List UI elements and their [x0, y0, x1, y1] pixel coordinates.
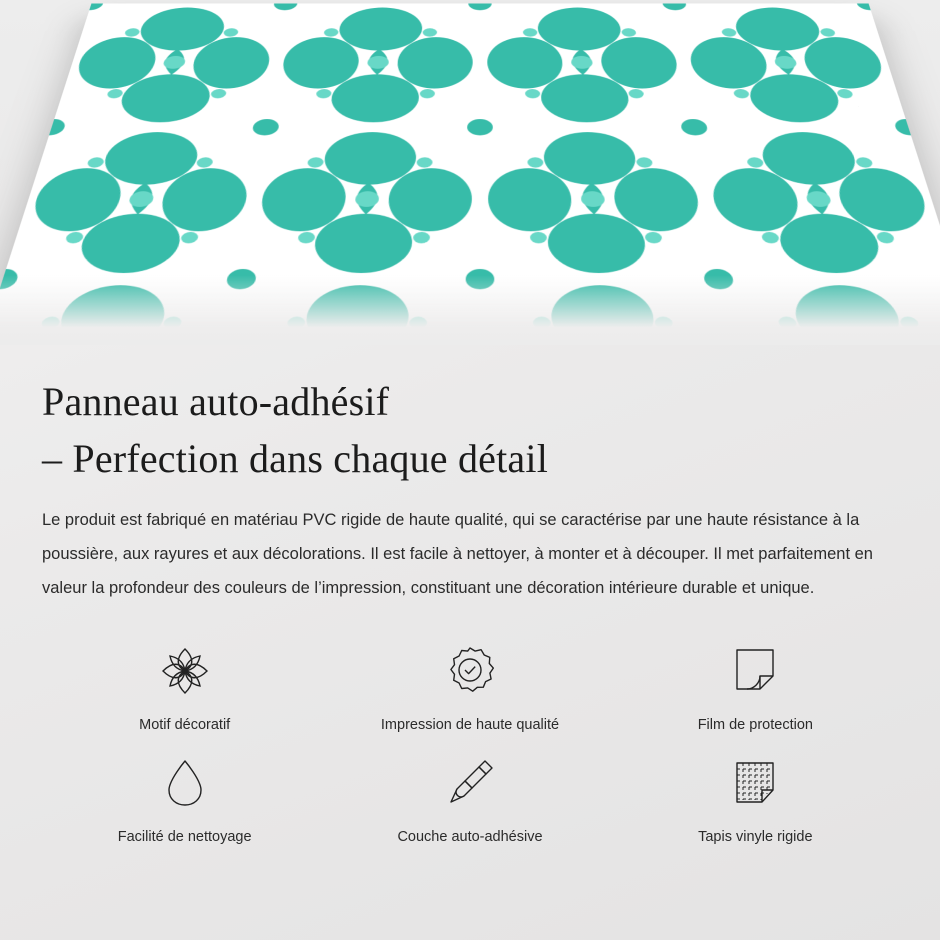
protective-film-icon	[724, 640, 786, 702]
feature-label: Couche auto-adhésive	[397, 829, 543, 845]
feature-label: Motif décoratif	[139, 717, 231, 733]
description-paragraph: Le produit est fabriqué en matériau PVC rigide de haute qualité, qui se caractérise par une haute résistance à la poussière, aux rayures et aux décolorations. Il est facile à nettoyer, à monter et à découper. Il met parfaitement en valeur la profondeur des couleurs de l’impression, constituant une décoration intérieure durable et unique.	[42, 511, 873, 597]
quality-badge-icon	[439, 640, 501, 702]
feature-item-print-quality	[327, 640, 612, 734]
feature-grid	[42, 640, 898, 846]
adhesive-layer-icon	[439, 752, 501, 814]
feature-item-rigid-vinyl-mat	[613, 752, 898, 846]
feature-item-adhesive-layer	[327, 752, 612, 846]
page-title-line-1: Panneau auto-adhésif	[42, 379, 390, 424]
feature-label: Impression de haute qualité	[380, 717, 560, 733]
feature-label: Tapis vinyle rigide	[698, 829, 813, 845]
feature-label: Film de protection	[697, 717, 813, 733]
page-title-line-2: – Perfection dans chaque détail	[42, 436, 549, 481]
decorative-pattern-icon	[154, 640, 216, 702]
feature-label: Facilité de nettoyage	[117, 829, 252, 845]
page-title	[42, 373, 898, 487]
feature-item-easy-cleaning	[42, 752, 327, 846]
hero-bottom-fade	[0, 275, 940, 345]
water-drop-icon	[154, 752, 216, 814]
feature-item-decorative-pattern	[42, 640, 327, 734]
hero-product-image	[0, 0, 940, 345]
description-content	[0, 345, 940, 940]
rigid-vinyl-mat-icon	[724, 752, 786, 814]
feature-item-protective-film	[613, 640, 898, 734]
